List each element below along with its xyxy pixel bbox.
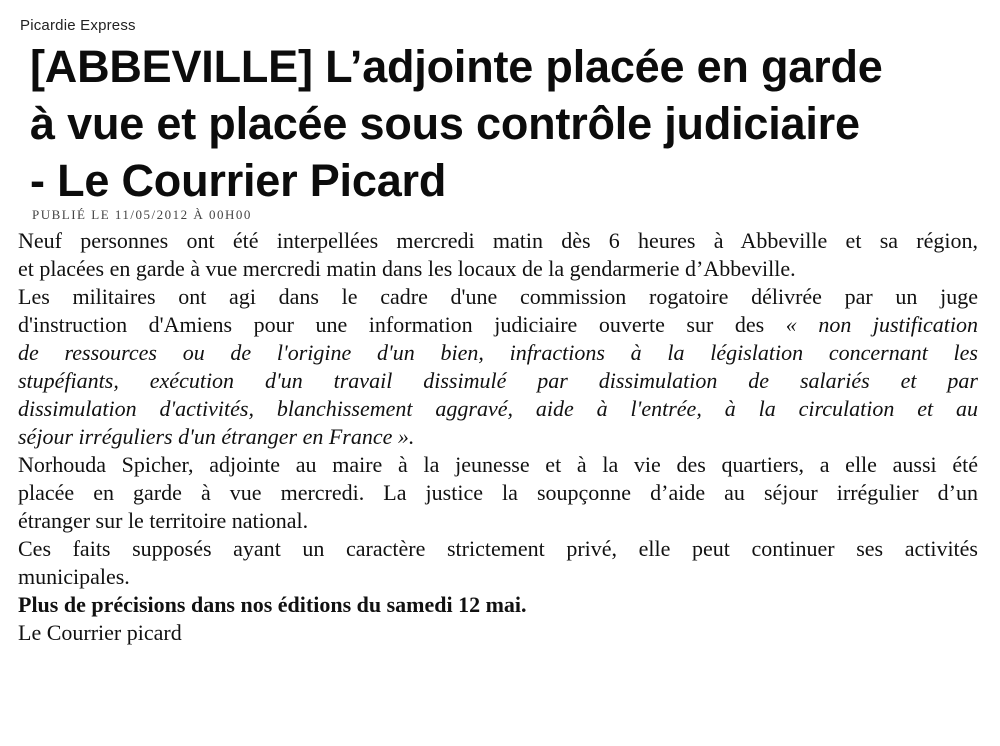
text-line: Les militaires ont agi dans le cadre d'une commission rogatoire délivrée par un juge [18,284,978,309]
paragraph-more-info [18,591,978,619]
quote-line: dissimulation d'activités, blanchissement aggravé, aide à l'entrée, à la circulation et au [18,396,978,421]
text-line: placée en garde à vue mercredi. La justice la soupçonne d’aide au séjour irrégulier d’un [18,480,978,505]
headline-line: à vue et placée sous contrôle judiciaire [30,98,860,149]
paragraph-deputy [18,451,978,535]
text-line: municipales. [18,564,130,589]
quote-line: stupéfiants, exécution d'un travail dissimulé par dissimulation de salariés et par [18,368,978,393]
text-line-mixed [18,311,978,339]
text-line: Ces faits supposés ayant un caractère strictement privé, elle peut continuer ses activités [18,536,978,561]
text-line: Norhouda Spicher, adjointe au maire à la jeunesse et à la vie des quartiers, a elle aussi été [18,452,978,477]
article-headline [30,38,980,209]
paragraph-private [18,535,978,591]
text-segment: d'instruction d'Amiens pour une information judiciaire ouverte sur des [18,312,765,337]
text-line: étranger sur le territoire national. [18,508,309,533]
quote-segment: « non justification [785,312,978,337]
bold-note: Plus de précisions dans nos éditions du samedi 12 mai. [18,592,527,617]
quote-line: de ressources ou de l'origine d'un bien, infractions à la législation concernant les [18,340,978,365]
headline-line: [ABBEVILLE] L’adjointe placée en garde [30,41,883,92]
paragraph-signature [18,619,978,647]
publication-date: PUBLIÉ LE 11/05/2012 À 00H00 [32,207,252,222]
paragraph-arrests [18,227,978,283]
text-line: et placées en garde à vue mercredi matin dans les locaux de la gendarmerie d’Abbeville. [18,256,796,281]
paragraph-commission [18,283,978,451]
quote-line: séjour irréguliers d'un étranger en France ». [18,424,415,449]
signature-text: Le Courrier picard [18,620,182,645]
text-line: Neuf personnes ont été interpellées mercredi matin dès 6 heures à Abbeville et sa région, [18,228,978,253]
source-label: Picardie Express [20,17,136,34]
article-body [18,227,978,647]
headline-line: - Le Courrier Picard [30,155,447,206]
